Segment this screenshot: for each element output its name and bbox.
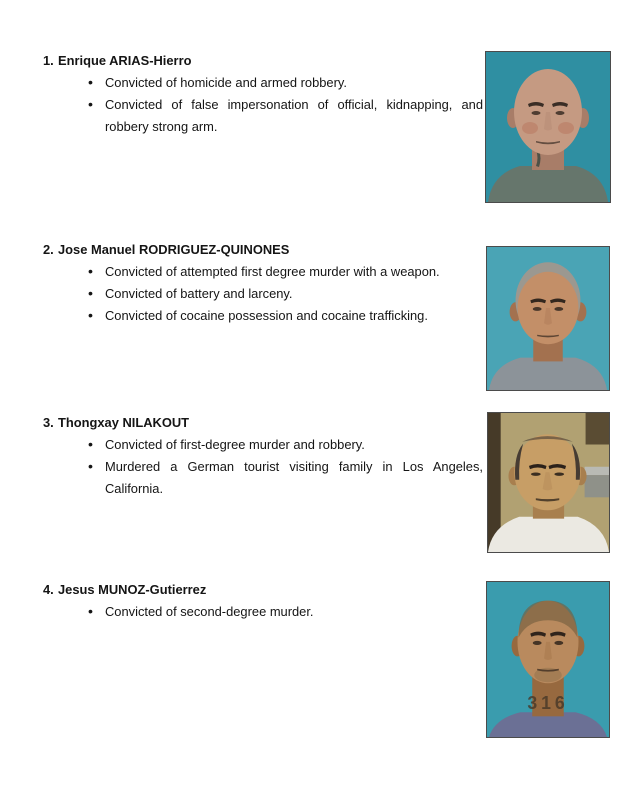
entry-number: 4. [43, 582, 54, 597]
entry-number: 1. [43, 53, 54, 68]
entry-bullets [0, 434, 483, 500]
eye-left [532, 111, 541, 115]
eye-right [554, 307, 563, 311]
mugshot-4-illustration [487, 582, 609, 737]
entry-number: 2. [43, 242, 54, 257]
shelf [585, 475, 609, 497]
eye-right [554, 641, 563, 645]
entry-name: Enrique ARIAS-Hierro [58, 53, 192, 68]
eye-left [533, 307, 542, 311]
eye-right [554, 472, 564, 475]
bullet-item: • Convicted of second-degree murder. [105, 601, 483, 623]
cheek-right [558, 122, 574, 134]
entry-bullets [0, 261, 483, 327]
entry-number: 3. [43, 415, 54, 430]
list-entry-2 [0, 239, 483, 327]
bullet-item: • Convicted of attempted first degree murder with a weapon. [105, 261, 483, 283]
entry-heading [0, 50, 483, 72]
eye-left [531, 472, 541, 475]
list-entry-1 [0, 50, 483, 138]
entry-name: Jesus MUNOZ-Gutierrez [58, 582, 207, 597]
bullet-item: • Convicted of first-degree murder and robbery. [105, 434, 483, 456]
mugshot-photo-3 [487, 412, 610, 553]
mugshot-2-illustration [487, 247, 609, 390]
entry-heading [0, 412, 483, 434]
bullet-item: • Convicted of cocaine possession and cocaine trafficking. [105, 305, 483, 327]
entry-name: Thongxay NILAKOUT [58, 415, 190, 430]
mugshot-photo-2 [486, 246, 610, 391]
shelf-top [585, 467, 609, 475]
entry-heading [0, 239, 483, 261]
mugshot-1-illustration [486, 52, 610, 202]
bullet-item: • Convicted of battery and larceny. [105, 283, 483, 305]
eye-right [556, 111, 565, 115]
entry-heading [0, 579, 483, 601]
mugshot-photo-4 [486, 581, 610, 738]
bullet-item: • Murdered a German tourist visiting family in Los Angeles, California. [105, 456, 483, 500]
entry-name: Jose Manuel RODRIGUEZ-QUINONES [58, 242, 290, 257]
entry-bullets [0, 72, 483, 138]
cheek-left [522, 122, 538, 134]
list-entry-3 [0, 412, 483, 500]
face [514, 434, 580, 510]
bullet-item: • Convicted of false impersonation of official, kidnapping, and robbery strong arm. [105, 94, 483, 138]
list-entry-4 [0, 579, 483, 623]
bullet-item: • Convicted of homicide and armed robbery. [105, 72, 483, 94]
cabinet [586, 413, 609, 445]
eye-left [533, 641, 542, 645]
neck-tattoo-316: 316 [527, 692, 569, 714]
entry-bullets [0, 601, 483, 623]
mugshot-3-illustration [488, 413, 609, 552]
mugshot-photo-1 [485, 51, 611, 203]
